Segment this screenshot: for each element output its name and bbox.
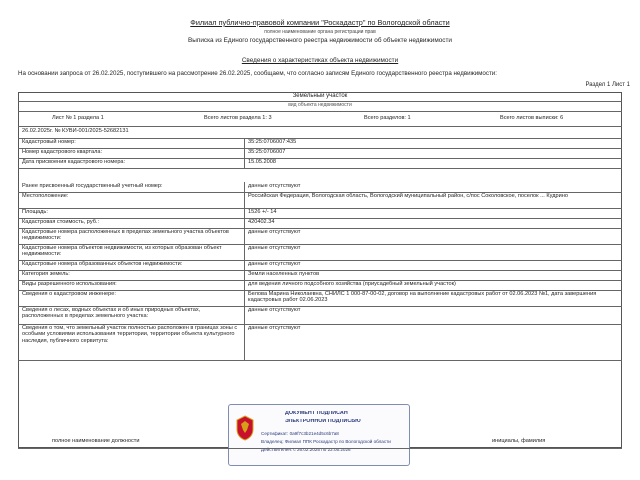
signature-position-label: полное наименование должности: [52, 438, 140, 444]
extract-date-number: 26.02.2025г. № КУВИ-001/2025-52682131: [22, 128, 129, 134]
signature-name-label: инициалы, фамилия: [492, 438, 546, 444]
row-value: 15.05.2008: [248, 159, 276, 165]
row-label: Сведения о лесах, водных объектах и об иных природных объектах, расположенных в пределах земельного участка:: [22, 307, 201, 320]
row-label: Виды разрешенного использования:: [22, 281, 117, 287]
stamp-subtitle: ЭЛЕКТРОННОЙ ПОДПИСЬЮ: [285, 419, 361, 424]
row-value: Российская Федерация, Вологодская область, Вологодский муниципальный район, с/пос Соколовское, поселок ... Кудрино: [248, 193, 568, 199]
row-value: Белова Марина Николаевна, СНИЛС 1 000-87-00-02, договор на выполнение кадастровых работ от 02.06.2023 №1, дата завершения кадастровых работ 02.06.2023: [248, 291, 597, 304]
row-label: Кадастровый номер:: [22, 139, 76, 145]
stamp-certificate: Сертификат: 0a9f7c3b21e4d5c6b7a8: [261, 431, 339, 436]
row-value: 35:25:0706007:435: [248, 139, 297, 145]
row-label: Кадастровые номера расположенных в пределах земельного участка объектов недвижимости:: [22, 229, 229, 242]
row-value: 420402.34: [248, 219, 275, 225]
stamp-title: ДОКУМЕНТ ПОДПИСАН: [285, 411, 348, 416]
sheet-number: Лист № 1 раздела 1: [52, 115, 104, 121]
row-label: Местоположение:: [22, 193, 69, 199]
listings-total: Всего листов выписки: 6: [500, 115, 564, 121]
intro-text: На основании запроса от 26.02.2025, поступившего на рассмотрение 26.02.2025, сообщаем, что согласно записям Единого государственного реестра недвижимости:: [18, 70, 497, 77]
object-type-caption: вид объекта недвижимости: [288, 102, 352, 108]
stamp-validity: Действителен: с 26.02.2025 по 22.05.2026: [261, 447, 351, 452]
sheets-total: Всего листов раздела 1: 3: [204, 115, 272, 121]
document-subtitle: Сведения о характеристиках объекта недвижимости: [241, 57, 399, 64]
row-value: 1526 +/- 14: [248, 209, 277, 215]
agency-caption: полное наименование органа регистрации прав: [264, 29, 376, 35]
row-label: Кадастровая стоимость, руб.:: [22, 219, 100, 225]
sheet-label: Раздел 1 Лист 1: [585, 82, 630, 88]
row-label: Кадастровые номера объектов недвижимости, из которых образован объект недвижимости:: [22, 245, 222, 258]
row-label: Ранее присвоенный государственный учетный номер:: [22, 183, 163, 189]
row-label: Сведения о том, что земельный участок полностью расположен в границах зоны с особыми условиями использования территории, территории объекта культурного наследия, публичного сервитута:: [22, 325, 238, 344]
row-label: Площадь:: [22, 209, 48, 215]
row-value: 35:25:0706007: [248, 149, 286, 155]
row-value: данные отсутствуют: [248, 307, 301, 313]
row-value: для ведения личного подсобного хозяйства (приусадебный земельный участок): [248, 281, 456, 287]
row-value: данные отсутствуют: [248, 183, 301, 189]
row-label: Номер кадастрового квартала:: [22, 149, 103, 155]
digital-signature-stamp: [228, 404, 410, 466]
row-label: Сведения о кадастровом инженере:: [22, 291, 116, 297]
row-value: данные отсутствуют: [248, 229, 301, 235]
agency-name: Филиал публично-правовой компании "Роскадастр" по Вологодской области: [190, 18, 450, 27]
row-label: Категория земель:: [22, 271, 70, 277]
coat-of-arms-icon: [235, 415, 255, 441]
row-label: Дата присвоения кадастрового номера:: [22, 159, 126, 165]
row-value: данные отсутствуют: [248, 245, 301, 251]
row-value: данные отсутствуют: [248, 325, 301, 331]
object-type: Земельный участок: [292, 93, 348, 99]
document-title: Выписка из Единого государственного реестра недвижимости об объекте недвижимости: [188, 37, 452, 44]
stamp-owner: Владелец: Филиал ППК Роскадастр по Вологодской области: [261, 439, 391, 444]
row-label: Кадастровые номера образованных объектов недвижимости:: [22, 261, 183, 267]
sections-total: Всего разделов: 1: [364, 115, 411, 121]
row-value: данные отсутствуют: [248, 261, 301, 267]
row-value: Земли населенных пунктов: [248, 271, 320, 277]
